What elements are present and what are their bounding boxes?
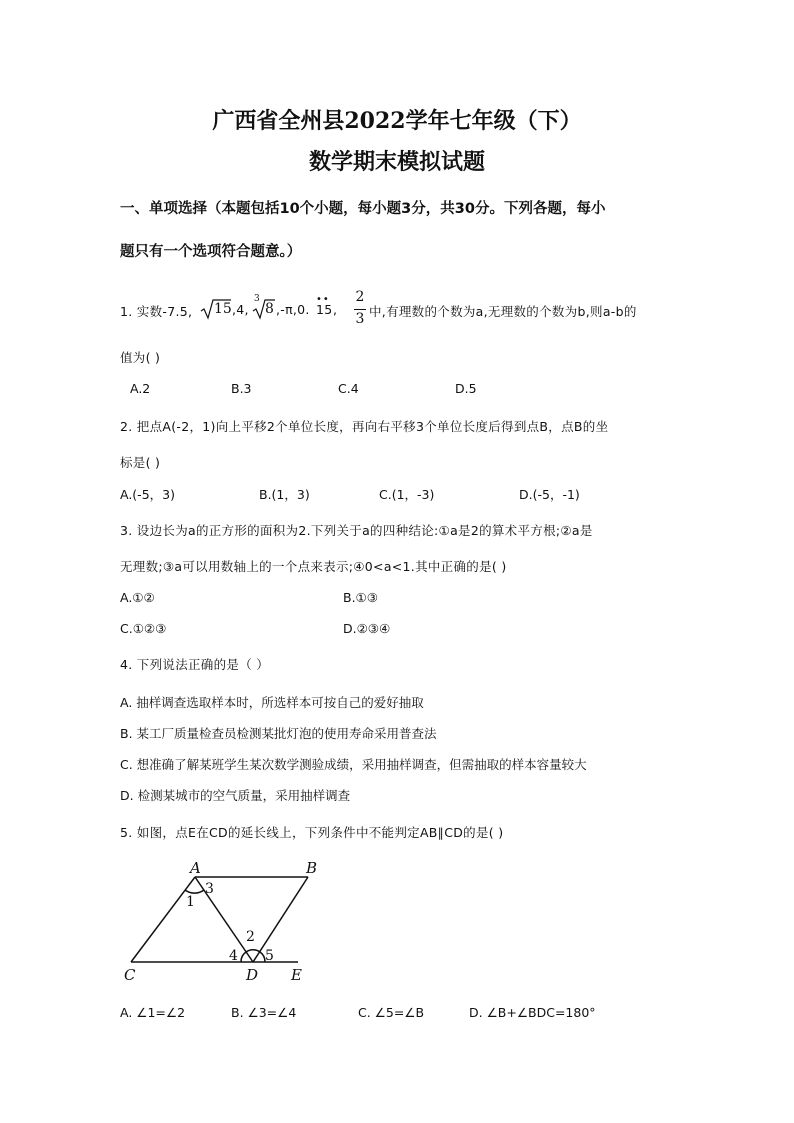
label-a: A — [190, 859, 201, 877]
q5-option-d: D. ∠B+∠BDC=180° — [469, 1005, 596, 1020]
q1-cbrt-radicand: 8 — [265, 301, 274, 317]
q5-option-c: C. ∠5=∠B — [358, 1005, 425, 1020]
q2-option-c: C.(1，-3) — [379, 487, 435, 502]
label-b: B — [306, 859, 318, 877]
q4-line-1: 4. 下列说法正确的是（ ） — [120, 657, 270, 672]
q2-option-d: D.(-5，-1) — [519, 487, 580, 502]
q5-option-a: A. ∠1=∠2 — [120, 1005, 186, 1020]
q1-frac-denominator: 3 — [355, 311, 365, 327]
repeating-dots-icon: •• — [316, 294, 330, 305]
label-d: D — [246, 966, 259, 984]
angle-arc-a — [185, 890, 204, 893]
q5-line-1: 5. 如图，点E在CD的延长线上，下列条件中不能判定AB∥CD的是( ) — [120, 825, 504, 840]
q3-option-c: C.①②③ — [120, 621, 167, 636]
section-header-line-1: 一、单项选择（本题包括10个小题，每小题3分，共30分。下列各题，每小 — [120, 201, 606, 217]
label-c: C — [124, 966, 136, 984]
section-header-line-2: 题只有一个选项符合题意。） — [120, 244, 302, 260]
label-angle-4: 4 — [229, 948, 238, 964]
q3-option-b: B.①③ — [343, 590, 378, 605]
q3-option-d: D.②③④ — [343, 621, 391, 636]
q4-option-c: C. 想准确了解某班学生某次数学测验成绩，采用抽样调查，但需抽取的样本容量较大 — [120, 757, 587, 772]
q3-option-a: A.①② — [120, 590, 155, 605]
q2-option-b: B.(1，3) — [259, 487, 310, 502]
q1-option-d: D.5 — [455, 381, 477, 396]
line-bd — [253, 877, 308, 962]
q1-line-2: 值为( ) — [120, 350, 161, 365]
q1-prefix: 1. 实数-7.5, — [120, 304, 193, 319]
q1-sqrt-radicand: 15 — [214, 301, 232, 317]
q1-option-b: B.3 — [231, 381, 252, 396]
label-angle-5: 5 — [265, 948, 274, 964]
q2-line-1: 2. 把点A(-2，1)向上平移2个单位长度，再向右平移3个单位长度后得到点B，点B的坐 — [120, 419, 609, 434]
q4-option-d: D. 检测某城市的空气质量，采用抽样调查 — [120, 788, 351, 803]
title-line-1: 广西省全州县2022学年七年级（下） — [212, 108, 582, 134]
q2-line-2: 标是( ) — [120, 455, 161, 470]
q3-line-2: 无理数;③a可以用数轴上的一个点来表示;④0<a<1.其中正确的是( ) — [120, 559, 507, 574]
q1-rest: 中,有理数的个数为a,无理数的个数为b,则a-b的 — [369, 304, 637, 319]
geometry-figure — [115, 855, 335, 990]
q3-line-1: 3. 设边长为a的正方形的面积为2.下列关于a的四种结论:①a是2的算术平方根;②a是 — [120, 523, 593, 538]
angle-arc-d4 — [241, 952, 246, 962]
q4-option-a: A. 抽样调查选取样本时，所选样本可按自己的爱好抽取 — [120, 695, 424, 710]
q1-mid: ,4, — [232, 302, 249, 317]
q1-option-c: C.4 — [338, 381, 359, 396]
label-angle-3: 3 — [205, 881, 214, 897]
q1-after-cbrt: ,-π,0. — [276, 302, 310, 317]
q2-option-a: A.(-5，3) — [120, 487, 175, 502]
q1-option-a: A.2 — [130, 381, 151, 396]
label-angle-2: 2 — [246, 929, 255, 945]
q4-option-b: B. 某工厂质量检查员检测某批灯泡的使用寿命采用普查法 — [120, 726, 437, 741]
label-angle-1: 1 — [186, 894, 195, 910]
title-line-2: 数学期末模拟试题 — [308, 149, 485, 175]
q5-option-b: B. ∠3=∠4 — [231, 1005, 297, 1020]
angle-arc-d2 — [246, 950, 260, 952]
q1-repeat-digits: 15 — [316, 302, 333, 317]
label-e: E — [291, 966, 302, 984]
q1-cbrt-index: 3 — [254, 294, 260, 304]
q1-frac-numerator: 2 — [355, 289, 365, 305]
fraction-bar — [354, 309, 366, 310]
